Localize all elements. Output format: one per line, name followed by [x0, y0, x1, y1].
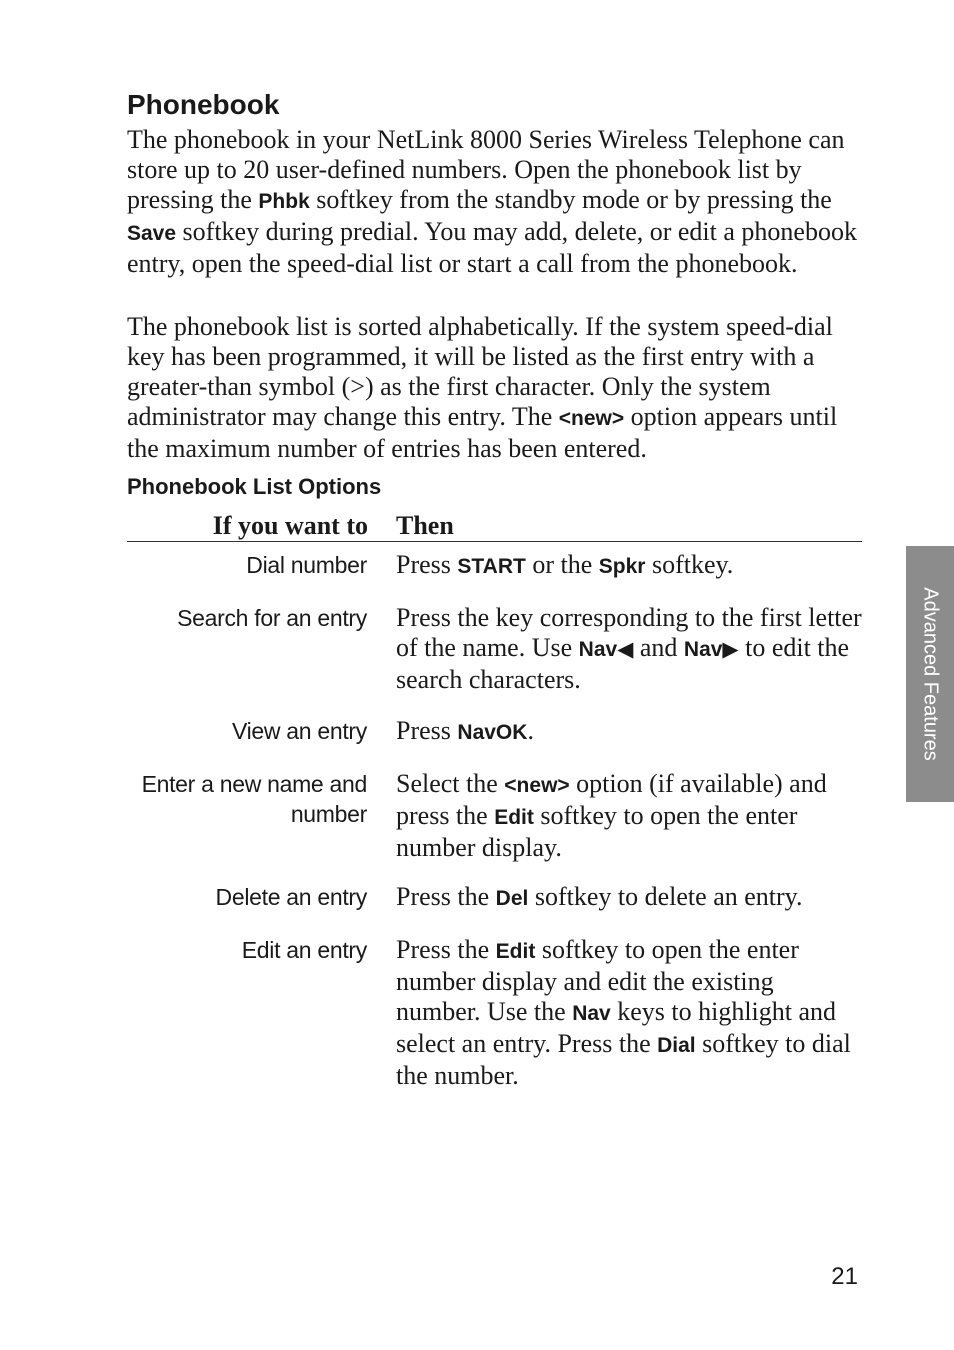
chapter-side-tab — [906, 546, 954, 802]
row-action: Search for an entry — [177, 605, 367, 631]
row-instruction: Select the <new> option (if available) and press the Edit softkey to open the enter number display. — [396, 769, 827, 862]
page-number: 21 — [831, 1263, 858, 1290]
key-label: Del — [495, 887, 529, 910]
row-instruction: Press the Edit softkey to open the enter number display and edit the existing number. Use the Nav keys to highlight and select an entry. Press the Dial softkey to dial the number. — [396, 935, 851, 1090]
key-label: Edit — [495, 940, 536, 963]
row-action: Edit an entry — [241, 937, 367, 963]
row-instruction: Press the key corresponding to the first letter of the name. Use Nav◀ and Nav▶ to edit the search characters. — [396, 603, 862, 694]
key-label: <new> — [504, 774, 570, 797]
row-instruction: Press START or the Spkr softkey. — [396, 550, 734, 579]
table-header — [127, 511, 862, 542]
key-label: Nav — [572, 1002, 611, 1025]
key-label: Edit — [494, 806, 534, 829]
key-label: Save — [127, 222, 177, 245]
chapter-side-tab-label: Advanced Features — [919, 587, 942, 761]
row-instruction: Press the Del softkey to delete an entry. — [396, 882, 803, 911]
key-label: Dial — [657, 1034, 696, 1057]
row-action: Dial number — [246, 552, 367, 578]
row-action: View an entry — [231, 718, 367, 744]
key-label: Spkr — [598, 555, 646, 578]
header-result: Then — [396, 511, 454, 540]
row-action: Enter a new name and number — [141, 771, 367, 827]
header-action: If you want to — [212, 511, 368, 540]
section-title: Phonebook — [127, 89, 280, 120]
key-label: NavOK — [457, 721, 528, 744]
sorting-paragraph: The phonebook list is sorted alphabetically. If the system speed-dial key has been programmed, it will be listed as the first entry with a greater-than symbol (>) as the first character. Only the system administrator may change this entry. The <new> option appears until the maximum number of entries has been entered. — [127, 312, 838, 463]
key-label: Nav◀ — [578, 638, 634, 661]
key-label: Phbk — [258, 190, 310, 213]
intro-paragraph: The phonebook in your NetLink 8000 Series Wireless Telephone can store up to 20 user-defined numbers. Open the phonebook list by pressing the Phbk softkey from the standby mode or by pressing the Save softkey during predial. You may add, delete, or edit a phonebook entry, open the speed-dial list or start a call from the phonebook. — [127, 125, 857, 278]
key-label: <new> — [558, 407, 625, 430]
row-action: Delete an entry — [215, 884, 367, 910]
table-title: Phonebook List Options — [127, 474, 382, 499]
key-label: Nav▶ — [683, 638, 739, 661]
row-instruction: Press NavOK. — [396, 716, 534, 745]
key-label: START — [457, 555, 526, 578]
